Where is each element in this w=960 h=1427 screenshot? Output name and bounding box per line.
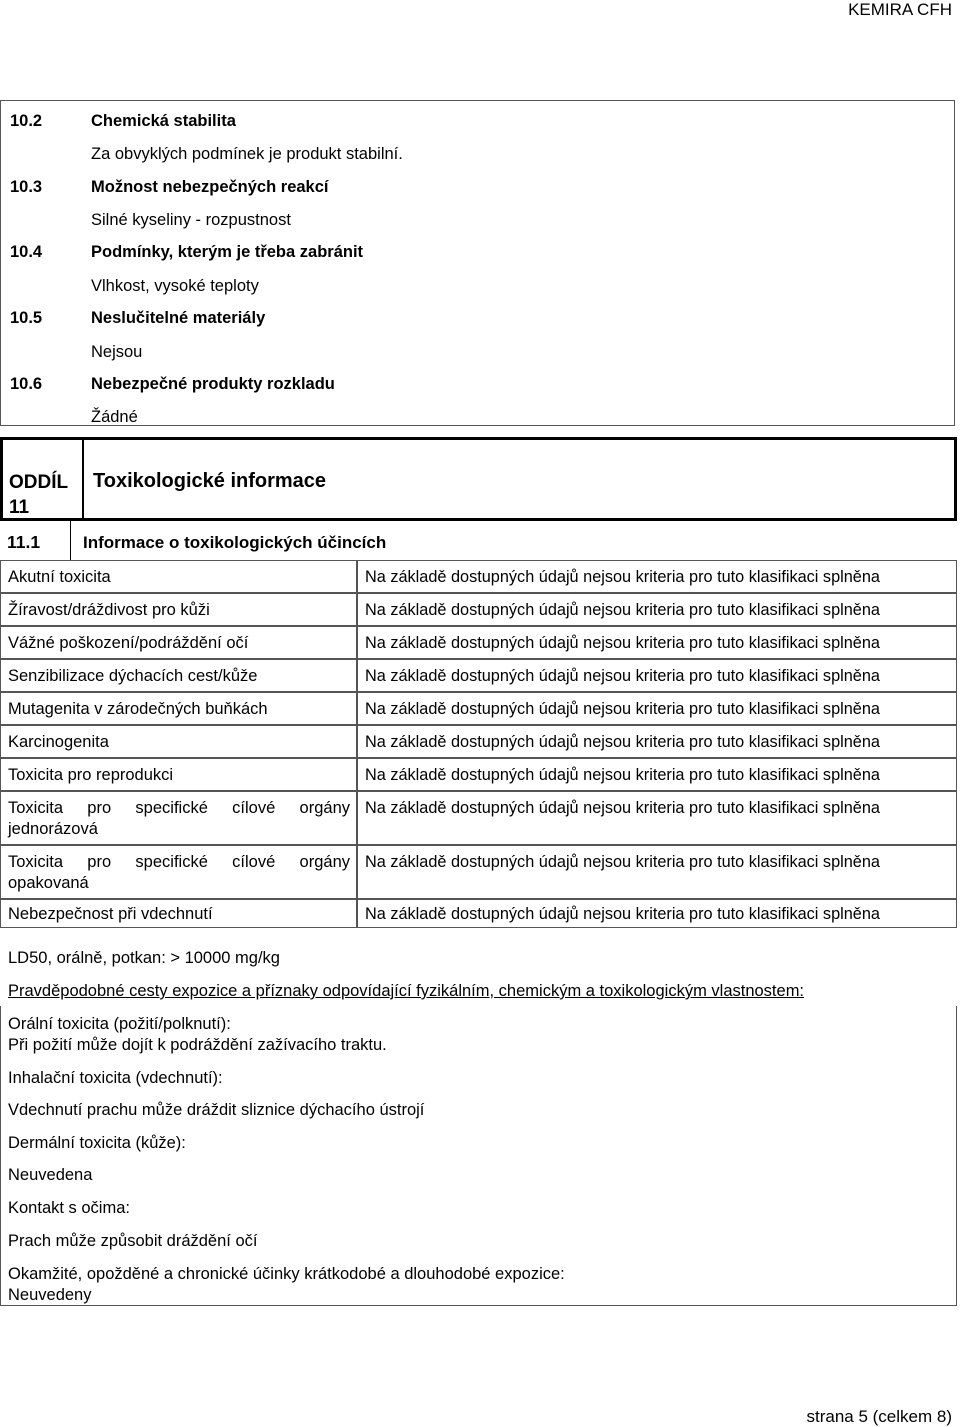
toxicology-table: [0, 560, 957, 928]
row-label: Nebezpečnost při vdechnutí: [0, 899, 357, 928]
row-value: Na základě dostupných údajů nejsou kriteria pro tuto klasifikaci splněna: [357, 791, 957, 845]
item-number: 10.3: [10, 178, 43, 196]
table-row: [0, 626, 957, 659]
table-row: [0, 659, 957, 692]
section-11-header: [0, 437, 957, 521]
section-label-word: ODDÍL: [9, 472, 69, 493]
row-label: Žíravost/dráždivost pro kůži: [0, 593, 357, 626]
row-label: Karcinogenita: [0, 725, 357, 758]
item-number: 10.5: [10, 309, 43, 327]
oral-toxicity-label: Orální toxicita (požití/polknutí):: [8, 1015, 231, 1033]
subsection-divider: [70, 521, 71, 561]
item-value: Silné kyseliny - rozpustnost: [91, 211, 291, 229]
table-row: [0, 725, 957, 758]
item-number: 10.4: [10, 243, 43, 261]
section-label: [9, 470, 68, 520]
exposure-effects-label: Okamžité, opožděné a chronické účinky krátkodobé a dlouhodobé expozice:: [8, 1265, 565, 1283]
exposure-effects-value: Neuvedeny: [8, 1286, 92, 1304]
subsection-title: Informace o toxikologických účincích: [83, 533, 387, 552]
inhalation-toxicity-value: Vdechnutí prachu může dráždit sliznice dýchacího ústrojí: [8, 1101, 425, 1119]
row-value: Na základě dostupných údajů nejsou kriteria pro tuto klasifikaci splněna: [357, 692, 957, 725]
row-value: Na základě dostupných údajů nejsou kriteria pro tuto klasifikaci splněna: [357, 899, 957, 928]
eye-contact-label: Kontakt s očima:: [8, 1199, 130, 1217]
item-value: Vlhkost, vysoké teploty: [91, 277, 259, 295]
exposure-routes-heading: Pravděpodobné cesty expozice a příznaky odpovídající fyzikálním, chemickým a toxikologickým vlastnostem:: [8, 982, 805, 1000]
row-label: Toxicita pro specifické cílové orgány jednorázová: [0, 791, 357, 845]
item-value: Žádné: [91, 408, 138, 426]
ld50-text: LD50, orálně, potkan: > 10000 mg/kg: [8, 949, 280, 967]
row-label: Toxicita pro reprodukci: [0, 758, 357, 791]
item-title: Možnost nebezpečných reakcí: [91, 178, 329, 196]
header-divider: [82, 440, 84, 518]
dermal-toxicity-value: Neuvedena: [8, 1166, 93, 1184]
inhalation-toxicity-label: Inhalační toxicita (vdechnutí):: [8, 1069, 223, 1087]
row-label: Senzibilizace dýchacích cest/kůže: [0, 659, 357, 692]
row-value: Na základě dostupných údajů nejsou kriteria pro tuto klasifikaci splněna: [357, 626, 957, 659]
oral-toxicity-value: Při požití může dojít k podráždění zažívacího traktu.: [8, 1036, 387, 1054]
section-10-box: [0, 100, 955, 426]
row-value: Na základě dostupných údajů nejsou kriteria pro tuto klasifikaci splněna: [357, 659, 957, 692]
dermal-toxicity-label: Dermální toxicita (kůže):: [8, 1134, 186, 1152]
section-label-number: 11: [9, 497, 30, 518]
row-value: Na základě dostupných údajů nejsou kriteria pro tuto klasifikaci splněna: [357, 758, 957, 791]
subsection-11-1: [0, 521, 957, 561]
header-company-name: KEMIRA CFH: [848, 0, 952, 19]
row-label: Toxicita pro specifické cílové orgány opakovaná: [0, 845, 357, 899]
row-value: Na základě dostupných údajů nejsou kriteria pro tuto klasifikaci splněna: [357, 560, 957, 593]
row-label: Vážné poškození/podráždění očí: [0, 626, 357, 659]
subsection-number: 11.1: [7, 532, 41, 552]
table-row: [0, 791, 957, 845]
row-label: Mutagenita v zárodečných buňkách: [0, 692, 357, 725]
page-number: strana 5 (celkem 8): [806, 1407, 952, 1426]
item-value: Za obvyklých podmínek je produkt stabilní.: [91, 145, 403, 163]
table-row: [0, 593, 957, 626]
table-row: [0, 560, 957, 593]
section-title: Toxikologické informace: [93, 470, 327, 492]
table-row: [0, 758, 957, 791]
item-title: Podmínky, kterým je třeba zabránit: [91, 243, 364, 261]
item-number: 10.2: [10, 112, 43, 130]
row-value: Na základě dostupných údajů nejsou kriteria pro tuto klasifikaci splněna: [357, 725, 957, 758]
row-value: Na základě dostupných údajů nejsou kriteria pro tuto klasifikaci splněna: [357, 845, 957, 899]
item-value: Nejsou: [91, 343, 143, 361]
eye-contact-value: Prach může způsobit dráždění očí: [8, 1232, 258, 1250]
table-row: [0, 692, 957, 725]
table-row: [0, 845, 957, 899]
item-number: 10.6: [10, 375, 43, 393]
table-row: [0, 899, 957, 928]
item-title: Neslučitelné materiály: [91, 309, 266, 327]
row-label: Akutní toxicita: [0, 560, 357, 593]
item-title: Chemická stabilita: [91, 112, 236, 130]
item-title: Nebezpečné produkty rozkladu: [91, 375, 335, 393]
row-value: Na základě dostupných údajů nejsou kriteria pro tuto klasifikaci splněna: [357, 593, 957, 626]
